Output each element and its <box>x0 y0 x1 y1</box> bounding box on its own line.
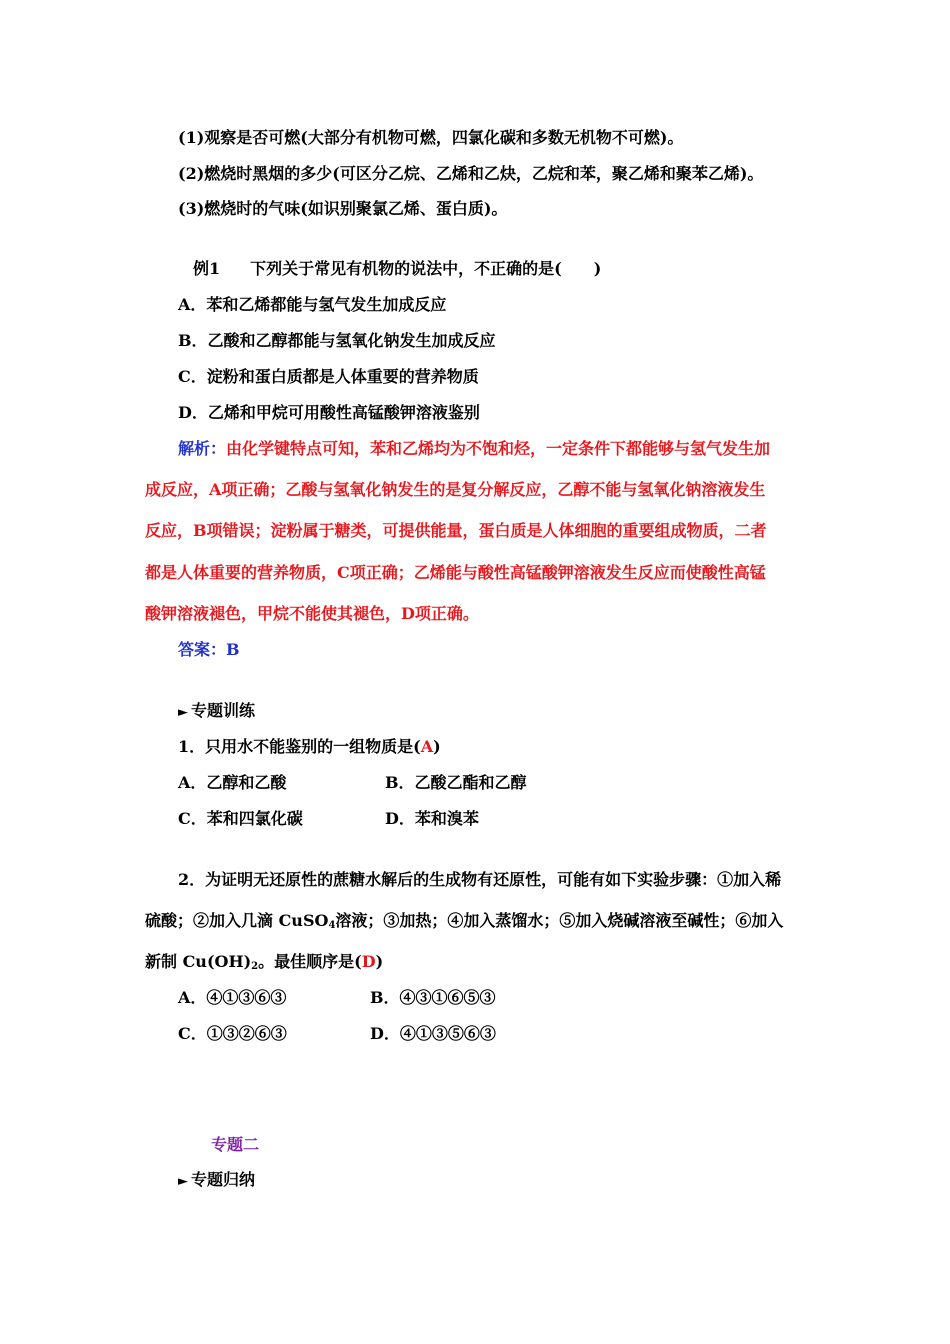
q2-option-c: C．①③②⑥③ <box>178 1024 287 1043</box>
answer-label: 答案： <box>178 640 227 659</box>
analysis-label: 解析： <box>178 439 227 458</box>
example-option-b: B．乙酸和乙醇都能与氢氧化钠发生加成反应 <box>178 331 496 350</box>
topic-2-title: 专题二 <box>211 1135 260 1154</box>
q1-option-b: B．乙酸乙酯和乙醇 <box>385 773 527 792</box>
q2-option-a: A．④①③⑥③ <box>178 988 287 1007</box>
example-option-a: A．苯和乙烯都能与氢气发生加成反应 <box>178 295 447 314</box>
analysis-text: 由化学键特点可知，苯和乙烯均为不饱和烃，一定条件下都能够与氢气发生加 <box>226 439 771 458</box>
summary-header <box>178 1169 255 1193</box>
summary-title: 专题归纳 <box>191 1170 256 1189</box>
example-option-c: C．淀粉和蛋白质都是人体重要的营养物质 <box>178 367 479 386</box>
example-question: 下列关于常见有机物的说法中，不正确的是( ) <box>250 259 602 278</box>
question-1-answer: A <box>420 737 434 756</box>
note-2: (2)燃烧时黑烟的多少(可区分乙烷、乙烯和乙炔，乙烷和苯，聚乙烯和聚苯乙烯)。 <box>178 164 764 183</box>
note-1: (1)观察是否可燃(大部分有机物可燃，四氯化碳和多数无机物不可燃)。 <box>178 128 684 147</box>
question-2-answer: D <box>361 952 376 971</box>
training-header <box>178 700 255 724</box>
analysis-line-4: 都是人体重要的营养物质，C项正确；乙烯能与酸性高锰酸钾溶液发生反应而使酸性高锰 <box>145 563 766 582</box>
analysis-line-2: 成反应，A项正确；乙酸与氢氧化钠发生的是复分解反应，乙醇不能与氢氧化钠溶液发生 <box>145 480 766 499</box>
example-option-d: D．乙烯和甲烷可用酸性高锰酸钾溶液鉴别 <box>178 403 480 422</box>
q2-option-b: B．④③①⑥⑤③ <box>370 988 496 1007</box>
example-1-stem <box>193 258 601 280</box>
q1-option-d: D．苯和溴苯 <box>385 809 479 828</box>
example-label: 例1 <box>193 259 221 278</box>
answer-line <box>178 639 240 661</box>
question-2-line-1: 2．为证明无还原性的蔗糖水解后的生成物有还原性，可能有如下实验步骤：①加入稀 <box>178 870 782 889</box>
note-3: (3)燃烧时的气味(如识别聚氯乙烯、蛋白质)。 <box>178 199 508 218</box>
q2-option-d: D．④①③⑤⑥③ <box>370 1024 496 1043</box>
triangle-marker-icon: ► <box>178 705 188 720</box>
triangle-marker-icon: ► <box>178 1174 188 1189</box>
question-2-line-2: 硫酸；②加入几滴 CuSO$_4$溶液；③加热；④加入蒸馏水；⑤加入烧碱溶液至碱性；⑥加入 <box>145 911 784 931</box>
q1-option-c: C．苯和四氯化碳 <box>178 809 303 828</box>
question-2-line-3: 新制 $Cu(OH)_2$。最佳顺序是(D) <box>145 952 384 972</box>
analysis-line-1 <box>178 438 770 460</box>
answer-value: B <box>226 640 240 659</box>
analysis-line-5: 酸钾溶液褪色，甲烷不能使其褪色，D项正确。 <box>145 604 479 623</box>
question-1-stem: 1．只用水不能鉴别的一组物质是(A) <box>178 737 441 756</box>
analysis-line-3: 反应，B项错误；淀粉属于糖类，可提供能量，蛋白质是人体细胞的重要组成物质，二者 <box>145 521 767 540</box>
training-title: 专题训练 <box>191 701 256 720</box>
q1-option-a: A．乙醇和乙酸 <box>178 773 287 792</box>
